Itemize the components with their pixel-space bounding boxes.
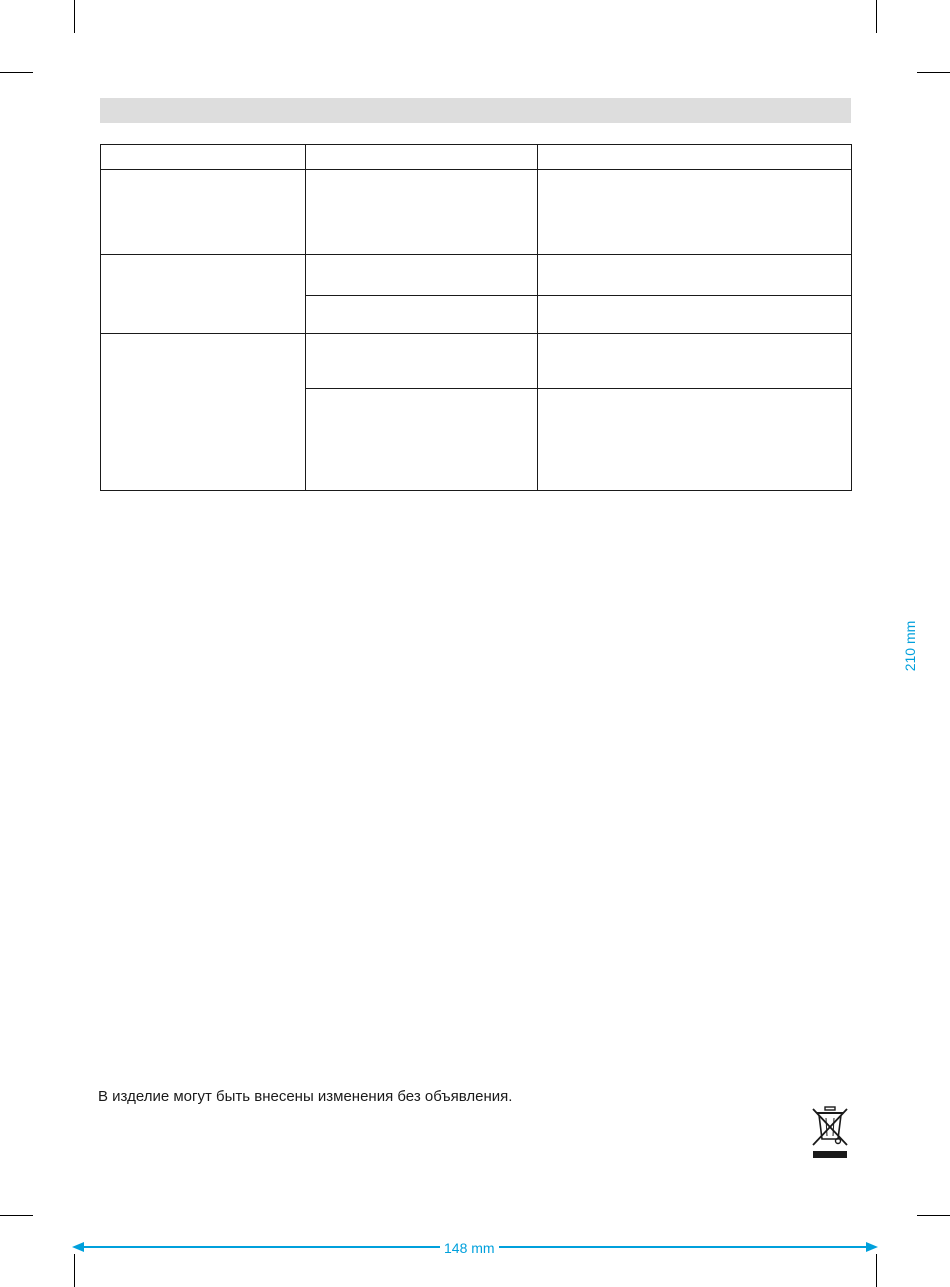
crossed-out-wheelie-bin-icon bbox=[810, 1105, 850, 1160]
table-row bbox=[101, 255, 852, 296]
height-dimension bbox=[898, 610, 922, 682]
table-cell bbox=[306, 334, 538, 389]
table-header-row bbox=[101, 145, 852, 170]
table-cell bbox=[101, 170, 306, 255]
table-header-cell bbox=[538, 145, 852, 170]
table-cell bbox=[101, 255, 306, 334]
table-row bbox=[101, 170, 852, 255]
table-cell bbox=[306, 255, 538, 296]
crop-mark-top-left-horizontal bbox=[0, 72, 33, 73]
troubleshooting-table-wrapper bbox=[100, 144, 851, 491]
height-dimension-label: 210 mm bbox=[902, 620, 918, 672]
table-cell bbox=[538, 255, 852, 296]
table-cell bbox=[306, 296, 538, 334]
troubleshooting-table bbox=[100, 144, 852, 491]
table-cell bbox=[538, 296, 852, 334]
table-row bbox=[101, 334, 852, 389]
crop-mark-bottom-right-horizontal bbox=[917, 1215, 950, 1216]
crop-mark-bottom-right-vertical bbox=[876, 1254, 877, 1287]
table-cell bbox=[101, 334, 306, 491]
table-cell bbox=[306, 170, 538, 255]
table-cell bbox=[538, 334, 852, 389]
crop-mark-bottom-left-vertical bbox=[74, 1254, 75, 1287]
table-header-cell bbox=[306, 145, 538, 170]
table-cell bbox=[538, 389, 852, 491]
width-dimension-label: 148 mm bbox=[440, 1240, 499, 1256]
table-cell bbox=[306, 389, 538, 491]
crop-mark-top-left-vertical bbox=[74, 0, 75, 33]
section-title-band bbox=[100, 98, 851, 123]
crop-mark-top-right-horizontal bbox=[917, 72, 950, 73]
table-header-cell bbox=[101, 145, 306, 170]
change-notice: В изделие могут быть внесены изменения без объявления. bbox=[98, 1088, 513, 1105]
crop-mark-bottom-left-horizontal bbox=[0, 1215, 33, 1216]
crop-mark-top-right-vertical bbox=[876, 0, 877, 33]
table-cell bbox=[538, 170, 852, 255]
